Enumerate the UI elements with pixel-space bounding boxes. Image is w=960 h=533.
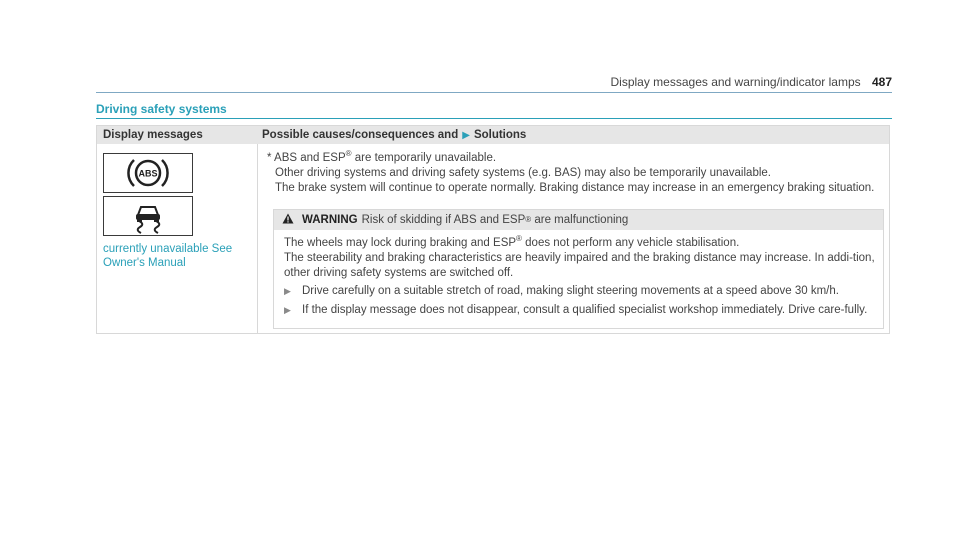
registered-mark: ® <box>345 149 352 159</box>
bullet-arrow-icon: ▶ <box>284 286 291 296</box>
section-title: Driving safety systems <box>96 102 227 116</box>
header-title: Display messages and warning/indicator lamps <box>610 75 861 89</box>
warning-line-1-b: does not perform any vehicle stabilisation. <box>525 237 740 249</box>
warning-header: WARNING Risk of skidding if ABS and ESP ® are malfunctioning <box>274 210 883 230</box>
col-causes-header-text: Possible causes/consequences and <box>262 129 459 141</box>
cause-line-1-b: are temporarily unavailable. <box>354 152 497 164</box>
footnote-star: * <box>267 152 272 164</box>
col-display-messages-header: Display messages <box>103 129 203 141</box>
messages-table <box>96 125 890 334</box>
bullet-arrow-icon: ▶ <box>284 305 291 315</box>
solution-bullet-2-text: If the display message does not disappear, consult a qualified specialist workshop immediately. Drive care-fully. <box>302 304 868 316</box>
solution-bullet-2 <box>284 303 875 318</box>
warning-line-2: The steerability and braking characteristics are heavily impaired and the braking distance may increase. In addi-tion, other driving safety systems are switched off. <box>284 252 875 279</box>
solution-bullet-1 <box>284 284 875 299</box>
solution-bullet-1-text: Drive carefully on a suitable stretch of road, making slight steering movements at a speed above 30 km/h. <box>302 285 839 297</box>
svg-text:ABS: ABS <box>138 168 158 179</box>
section-divider <box>96 118 892 119</box>
page-number: 487 <box>871 75 892 89</box>
registered-mark-3: ® <box>516 234 522 244</box>
warning-box <box>273 209 884 329</box>
warning-label: WARNING <box>302 214 358 226</box>
solutions-arrow-icon: ▶ <box>462 129 470 141</box>
cause-line-2: Other driving systems and driving safety systems (e.g. BAS) may also be temporarily unavailable. <box>275 167 771 179</box>
cause-line-1 <box>267 151 496 166</box>
display-message-text: currently unavailable See Owner's Manual <box>103 243 233 269</box>
column-divider <box>257 144 258 333</box>
col-solutions-header-text: Solutions <box>473 129 527 141</box>
warning-title-b: are malfunctioning <box>534 214 629 226</box>
cause-line-1-a: ABS and ESP <box>274 152 346 164</box>
header-divider <box>96 92 892 93</box>
warning-line-1 <box>284 236 875 251</box>
warning-line-1-a: The wheels may lock during braking and ESP <box>284 237 517 249</box>
abs-warning-icon <box>103 153 193 193</box>
table-header <box>97 126 889 144</box>
cause-line-3: The brake system will continue to operate normally. Braking distance may increase in an emergency braking situation. <box>275 182 875 194</box>
running-header <box>611 75 893 89</box>
warning-triangle-icon <box>282 213 294 227</box>
esp-skid-icon <box>103 196 193 236</box>
warning-title-a: Risk of skidding if ABS and ESP <box>361 214 526 226</box>
col-causes-header <box>262 129 526 141</box>
